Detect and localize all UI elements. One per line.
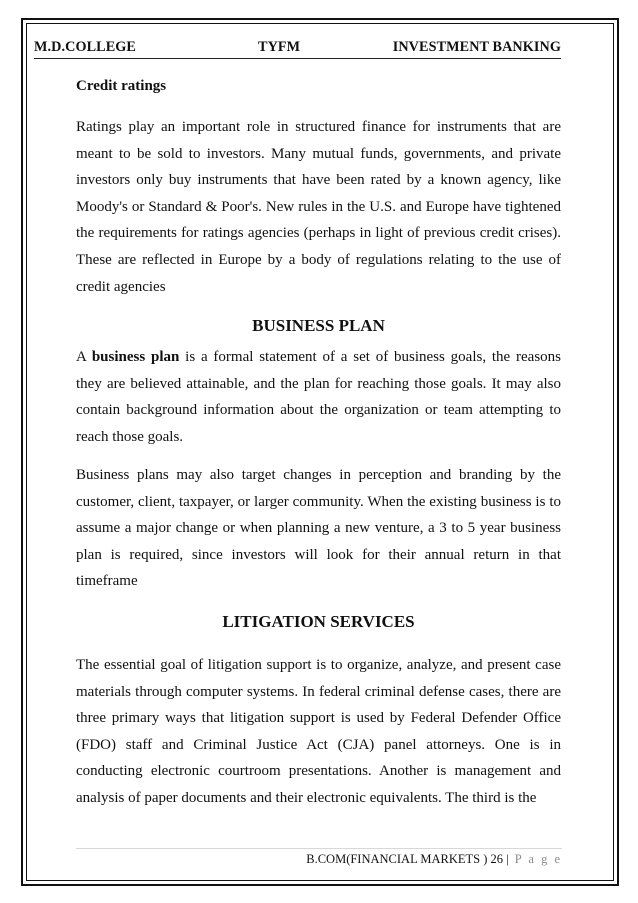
litigation-services-paragraph: The essential goal of litigation support is to organize, analyze, and present case materials through computer systems. In federal criminal defense cases, there are three primary ways that litigation support is used by Federal Defender Office (FDO) staff and Criminal Justice Act (CJA) panel attorneys. One is in conducting electronic courtroom presentations. Another is management and analysis of paper documents and their electronic equivalents. The third is the (76, 657, 561, 806)
page-header (34, 38, 561, 59)
credit-ratings-title: Credit ratings (76, 78, 167, 94)
litigation-services-heading: LITIGATION SERVICES (222, 612, 415, 631)
business-plan-heading: BUSINESS PLAN (252, 316, 385, 335)
footer-page-label: P a g e (514, 852, 562, 866)
footer-divider (76, 848, 562, 849)
header-subject: INVESTMENT BANKING (392, 39, 561, 55)
footer-page-number: 26 (490, 852, 504, 866)
header-college: M.D.COLLEGE (34, 39, 136, 55)
footer-course: B.COM(FINANCIAL MARKETS ) (306, 852, 488, 866)
credit-ratings-paragraph: Ratings play an important role in structured finance for instruments that are meant to be sold to investors. Many mutual funds, governments, and private investors only buy instruments that have been rated by a known agency, like Moody's or Standard & Poor's. New rules in the U.S. and Europe have tightened the requirements for ratings agencies (perhaps in light of previous credit crises). These are reflected in Europe by a body of regulations relating to the use of credit agencies (76, 119, 561, 295)
header-class: TYFM (258, 39, 301, 55)
footer-separator: | (506, 852, 509, 866)
business-plan-paragraph-2: Business plans may also target changes in perception and branding by the customer, client, taxpayer, or larger community. When the existing business is to assume a major change or when planning a new venture, a 3 to 5 year business plan is required, since investors will look for their annual return in that timeframe (76, 467, 561, 590)
bp-prefix: A (76, 349, 92, 365)
page-footer (306, 852, 562, 867)
bp-term: business plan (91, 349, 180, 365)
bp-definition: is a formal statement of a set of business goals, the reasons they are believed attainable, and the plan for reaching those goals. It may also contain background information about the organization or team attempting to reach those goals. (76, 349, 561, 445)
business-plan-paragraph-1 (76, 344, 561, 450)
